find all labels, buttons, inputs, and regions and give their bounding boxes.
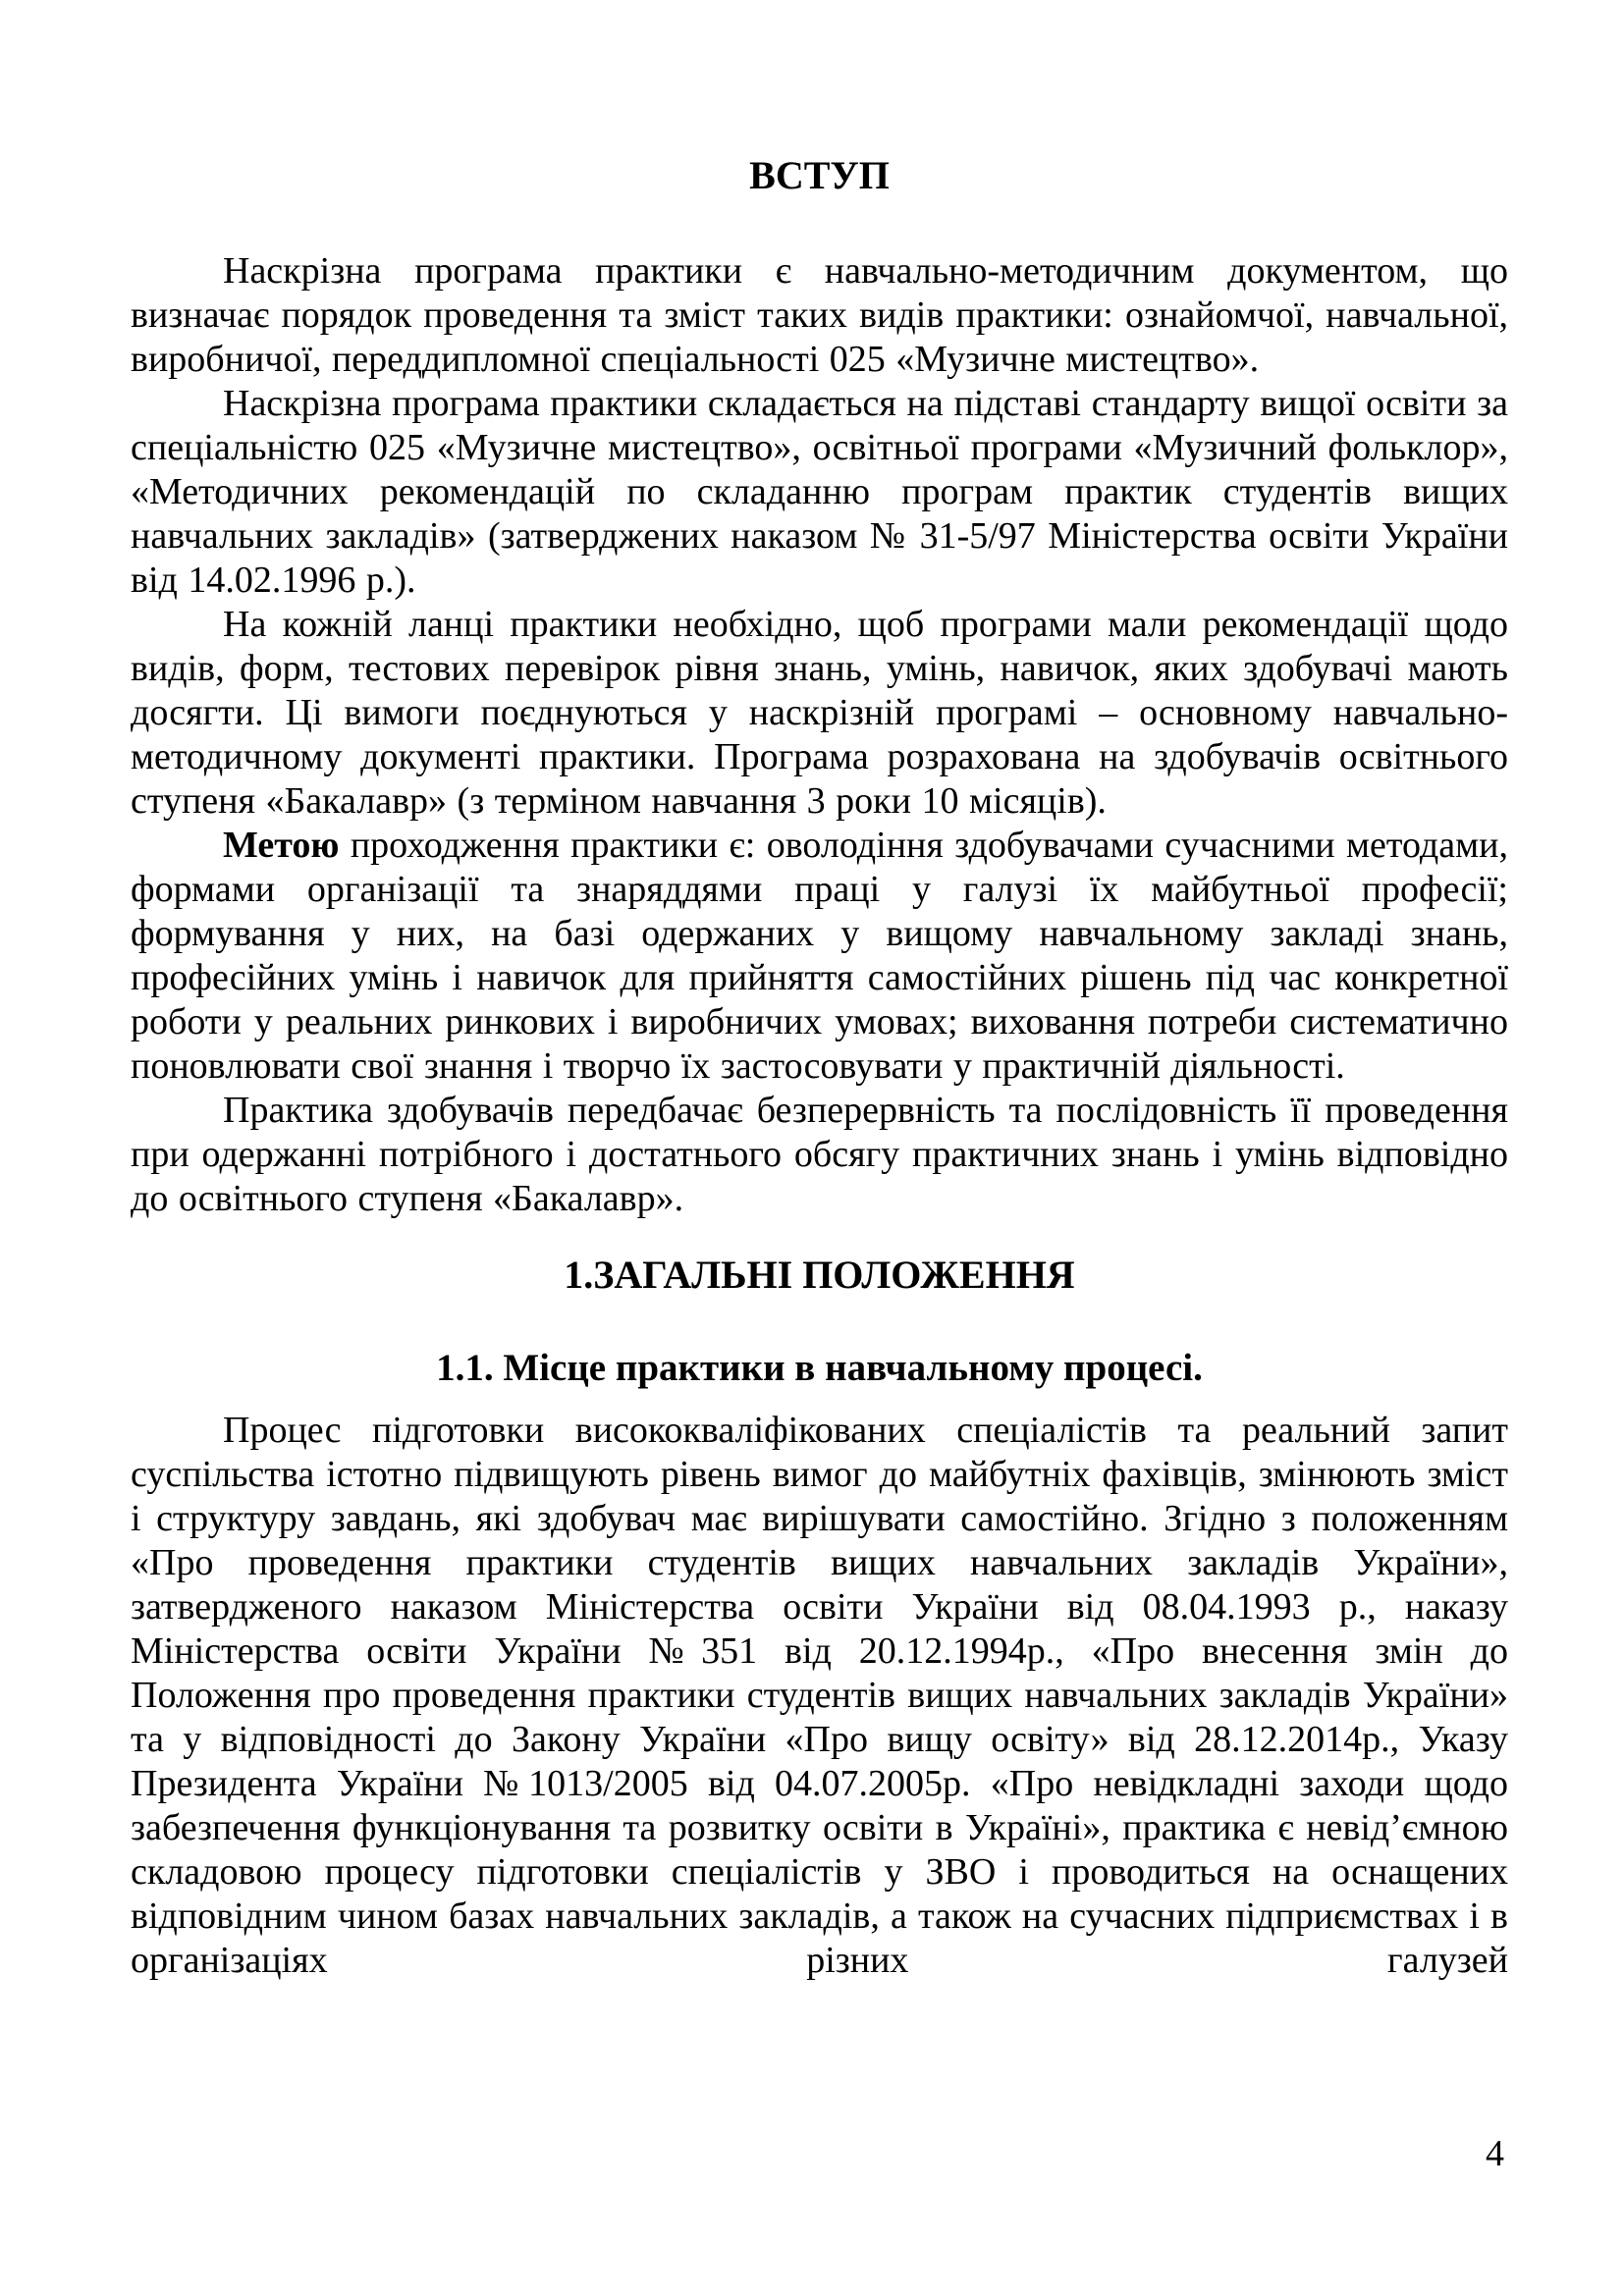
- paragraph-text: Процес підготовки висококваліфікованих спеціалістів та реальний запит суспільства істотно підвищують рівень вимог до майбутніх фахівців, змінюють зміст і структуру завдань, які здобувач має вирішувати самостійно. Згідно з положенням «Про проведення практики студентів вищих навчальних закладів України», затвердженого наказом Міністерства освіти України від 08.04.1993 р., наказу Міністерства освіти України №351 від 20.12.1994р., «Про внесення змін до Положення про проведення практики студентів вищих навчальних закладів України» та у відповідності до Закону України «Про вищу освіту» від 28.12.2014р., Указу Президента України №1013/2005 від 04.07.2005р. «Про невідкладні заходи щодо забезпечення функціонування та розвитку освіти в Україні», практика є невід’ємною складовою процесу підготовки спеціалістів у ЗВО і проводиться на оснащених відповідним чином базах навчальних закладів, а також на сучасних підприємствах і в організаціях різних галузей: [131, 1410, 1508, 1981]
- intro-paragraph-5: [131, 1089, 1508, 1221]
- intro-paragraph-4: [131, 824, 1508, 1089]
- section-heading: 1.ЗАГАЛЬНІ ПОЛОЖЕННЯ: [564, 1253, 1075, 1297]
- page-number: 4: [1486, 2133, 1504, 2174]
- paragraph-text: Наскрізна програма практики є навчально-методичним документом, що визначає порядок проведення та зміст таких видів практики: ознайомчої, навчальної, виробничої, переддипломної спеціальності 025 «Музичне мистецтво».: [131, 250, 1508, 380]
- document-content: [131, 153, 1508, 1983]
- intro-paragraph-2: [131, 382, 1508, 603]
- paragraph-text: Наскрізна програма практики складається на підставі стандарту вищої освіти за спеціальністю 025 «Музичне мистецтво», освітньої програми «Музичний фольклор», «Методичних рекомендацій по складанню програм практик студентів вищих навчальних закладів» (затверджених наказом № 31-5/97 Міністерства освіти України від 14.02.1996 р.).: [131, 383, 1508, 601]
- intro-paragraph-3: [131, 603, 1508, 824]
- intro-paragraph-1: [131, 249, 1508, 382]
- paragraph-lead-word: Метою: [223, 825, 340, 866]
- section-paragraph-1: [131, 1409, 1508, 1983]
- paragraph-text: проходження практики є: оволодіння здобувачами сучасними методами, формами організації та знаряддями праці у галузі їх майбутньої професії; формування у них, на базі одержаних у вищому навчальному закладі знань, професійних умінь і навичок для прийняття самостійних рішень під час конкретної роботи у реальних ринкових і виробничих умовах; виховання потреби систематично поновлювати свої знання і творчо їх застосовувати у практичній діяльності.: [131, 825, 1508, 1087]
- paragraph-text: Практика здобувачів передбачає безперервність та послідовність її проведення при одержанні потрібного і достатнього обсягу практичних знань і умінь відповідно до освітнього ступеня «Бакалавр».: [131, 1090, 1508, 1219]
- paragraph-text: На кожній ланці практики необхідно, щоб програми мали рекомендації щодо видів, форм, тестових перевірок рівня знань, умінь, навичок, яких здобувачі мають досягти. Ці вимоги поєднуються у наскрізній програмі – основному навчально-методичному документі практики. Програма розрахована на здобувачів освітнього ступеня «Бакалавр» (з терміном навчання 3 роки 10 місяців).: [131, 604, 1508, 822]
- subsection-heading: 1.1. Місце практики в навчальному процесі.: [436, 1347, 1203, 1389]
- document-title: ВСТУП: [749, 153, 890, 197]
